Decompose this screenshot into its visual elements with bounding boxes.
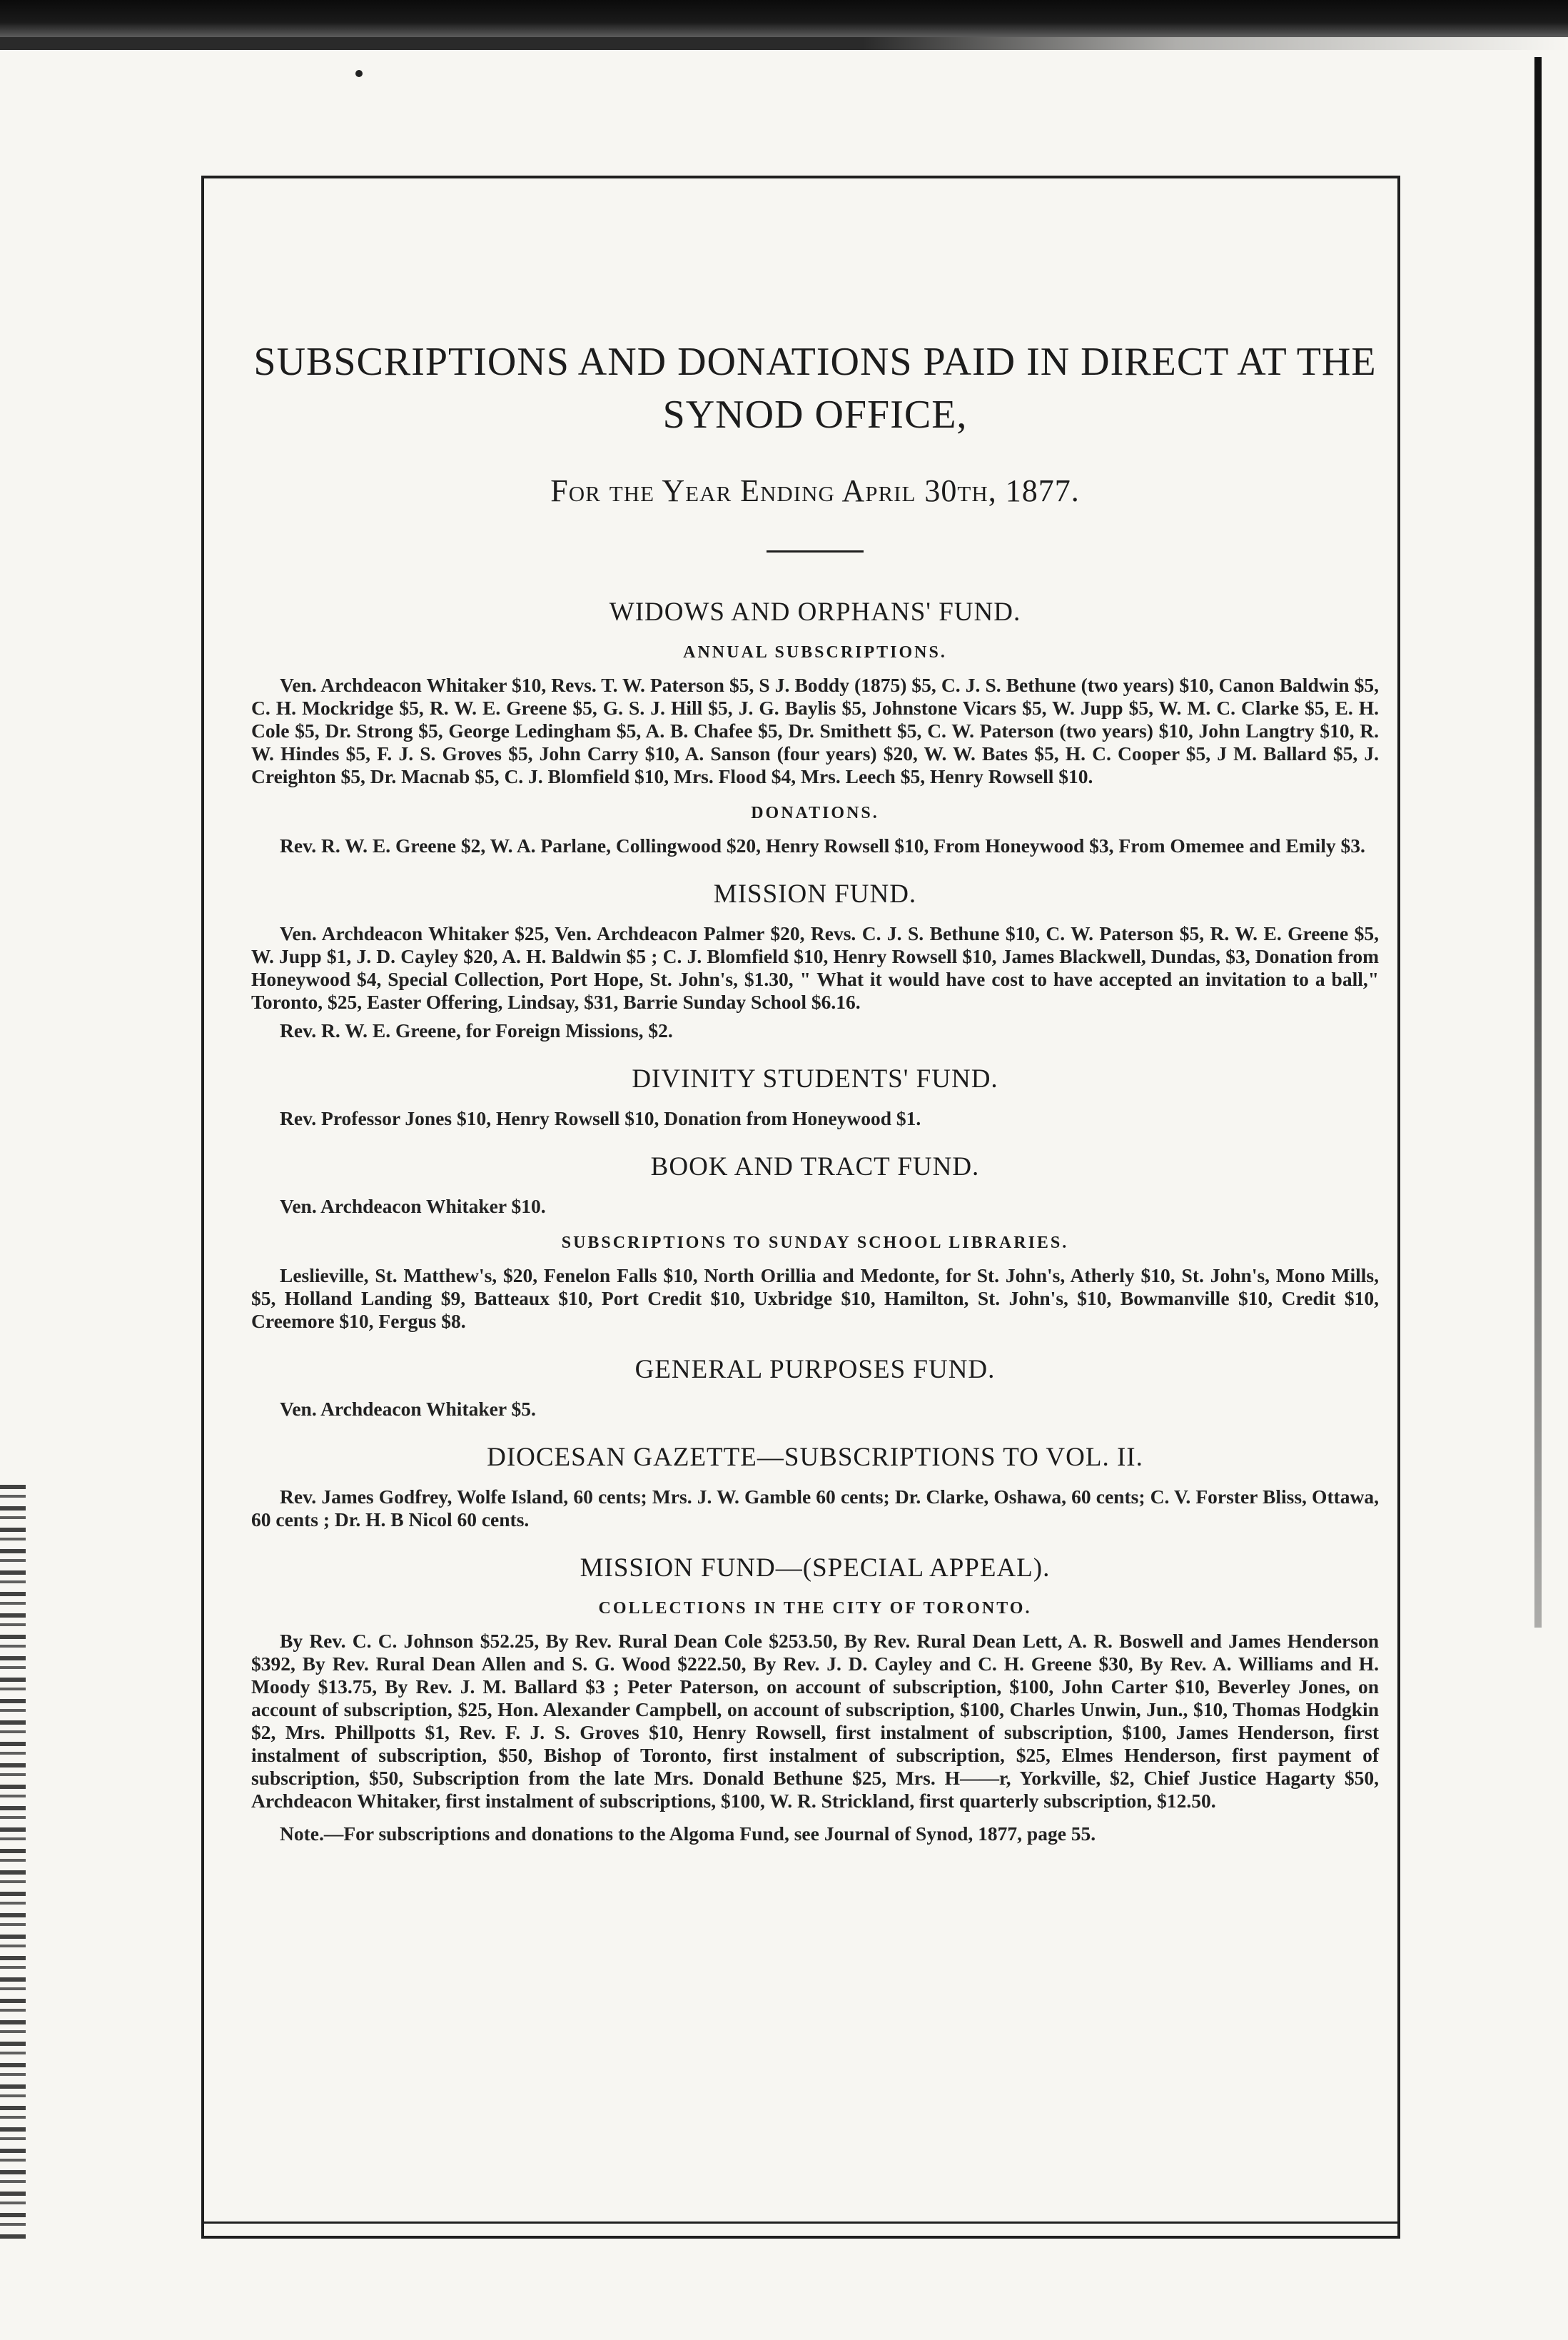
subsection-heading-sunday-school: SUBSCRIPTIONS TO SUNDAY SCHOOL LIBRARIES.: [561, 1234, 1069, 1252]
section-heading-gazette: DIOCESAN GAZETTE—SUBSCRIPTIONS TO VOL. II.: [487, 1443, 1143, 1472]
page-title: SUBSCRIPTIONS AND DONATIONS PAID IN DIRECT AT THE SYNOD OFFICE,: [253, 340, 1377, 437]
section-heading-general: GENERAL PURPOSES FUND.: [634, 1355, 996, 1384]
paragraph-special-appeal: By Rev. C. C. Johnson $52.25, By Rev. Rural Dean Cole $253.50, By Rev. Rural Dean Lett, A. R. Boswell and James Henderson $392, By Rev. Rural Dean Allen and S. G. Wood $222.50, By Rev. J. D. Cayley and C. H. Greene $30, By Rev. A. Williams and H. Moody $13.75, By Rev. J. M. Ballard $3 ; Peter Paterson, on account of subscription, $100, John Carter $10, Beverley Jones, on account of subscription, $25, Hon. Alexander Campbell, on account of subscription, $100, Charles Unwin, Jun., $10, Thomas Hodgkin $2, Mrs. Phillpotts $1, Rev. F. J. S. Groves $10, Henry Rowsell, first instalment of subscription, $100, James Henderson, first instalment of subscription, $50, Bishop of Toronto, first instalment of subscription, $25, Elmes Henderson, first payment of subscription, $50, Subscription from the late Mrs. Donald Bethune $25, Mrs. H——r, Yorkville, $2, Chief Justice Hagarty $50, Archdeacon Whitaker, first instalment of subscriptions, $100, W. R. Strickland, first quarterly subscription, $12.50.: [251, 1630, 1379, 1812]
paragraph-gazette: Rev. James Godfrey, Wolfe Island, 60 cents; Mrs. J. W. Gamble 60 cents; Dr. Clarke, Oshawa, 60 cents; C. V. Forster Bliss, Ottawa, 60 cents ; Dr. H. B Nicol 60 cents.: [251, 1486, 1379, 1530]
paragraph-general: Ven. Archdeacon Whitaker $5.: [280, 1398, 536, 1420]
page-bottom-rule: [201, 2222, 1400, 2224]
section-heading-mission: MISSION FUND.: [713, 879, 917, 909]
scan-dark-edge-right: [1534, 57, 1542, 1628]
subsection-heading-annual: ANNUAL SUBSCRIPTIONS.: [683, 643, 947, 662]
paragraph-mission: Ven. Archdeacon Whitaker $25, Ven. Archdeacon Palmer $20, Revs. C. J. S. Bethune $10, C. W. Paterson $5, R. W. E. Greene $5, W. Jupp $1, J. D. Cayley $20, A. H. Baldwin $5 ; C. J. Blomfield $10, Henry Rowsell $10, James Blackwell, Dundas, $3, Donation from Honeywood $4, Special Collection, Port Hope, St. John's, $1.30, " What it would have cost to have accepted an invitation to a ball," Toronto, $25, Easter Offering, Lindsay, $31, Barrie Sunday School $6.16.: [251, 922, 1379, 1013]
section-heading-special-appeal: MISSION FUND—(SPECIAL APPEAL).: [580, 1553, 1051, 1583]
section-heading-book-tract: BOOK AND TRACT FUND.: [650, 1152, 980, 1181]
page-subtitle: For the Year Ending April 30th, 1877.: [550, 473, 1080, 508]
subsection-heading-donations: DONATIONS.: [751, 804, 879, 822]
section-heading-widows: WIDOWS AND ORPHANS' FUND.: [609, 597, 1021, 627]
scan-dark-edge-top: [0, 0, 1568, 37]
scan-binding-marks-left: [0, 1485, 26, 2241]
paragraph-mission-foreign: Rev. R. W. E. Greene, for Foreign Missions, $2.: [280, 1019, 673, 1042]
title-divider: [767, 550, 864, 553]
section-heading-divinity: DIVINITY STUDENTS' FUND.: [632, 1064, 998, 1094]
page-content: [251, 336, 1379, 1851]
paragraph-note: Note.—For subscriptions and donations to the Algoma Fund, see Journal of Synod, 1877, page 55.: [280, 1822, 1096, 1845]
paragraph-widows-annual: Ven. Archdeacon Whitaker $10, Revs. T. W. Paterson $5, S J. Boddy (1875) $5, C. J. S. Bethune (two years) $10, Canon Baldwin $5, C. H. Mockridge $5, R. W. E. Greene $5, G. S. J. Hill $5, J. G. Baylis $5, Johnstone Vicars $5, W. Jupp $5, W. M. C. Clarke $5, E. H. Cole $5, Dr. Strong $5, George Ledingham $5, A. B. Chafee $5, Dr. Smithett $5, C. W. Paterson (two years) $10, John Langtry $10, R. W. Hindes $5, F. J. S. Groves $5, John Carry $10, A. Sanson (four years) $20, W. W. Bates $5, H. C. Cooper $5, J M. Ballard $5, J. Creighton $5, Dr. Macnab $5, C. J. Blomfield $10, Mrs. Flood $4, Mrs. Leech $5, Henry Rowsell $10.: [251, 674, 1379, 787]
paragraph-widows-donations: Rev. R. W. E. Greene $2, W. A. Parlane, Collingwood $20, Henry Rowsell $10, From Honeywood $3, From Omemee and Emily $3.: [280, 834, 1365, 857]
paragraph-book-tract: Ven. Archdeacon Whitaker $10.: [280, 1195, 546, 1217]
paragraph-divinity: Rev. Professor Jones $10, Henry Rowsell $10, Donation from Honeywood $1.: [280, 1107, 921, 1129]
paragraph-sunday-school: Leslieville, St. Matthew's, $20, Fenelon Falls $10, North Orillia and Medonte, for St. John's, Atherly $10, St. John's, Mono Mills, $5, Holland Landing $9, Batteaux $10, Port Credit $10, Uxbridge $10, Hamilton, St. John's, $10, Bowmanville $10, Credit $10, Creemore $10, Fergus $8.: [251, 1264, 1379, 1332]
subsection-heading-collections: COLLECTIONS IN THE CITY OF TORONTO.: [598, 1599, 1032, 1618]
ink-dot: [355, 70, 363, 77]
